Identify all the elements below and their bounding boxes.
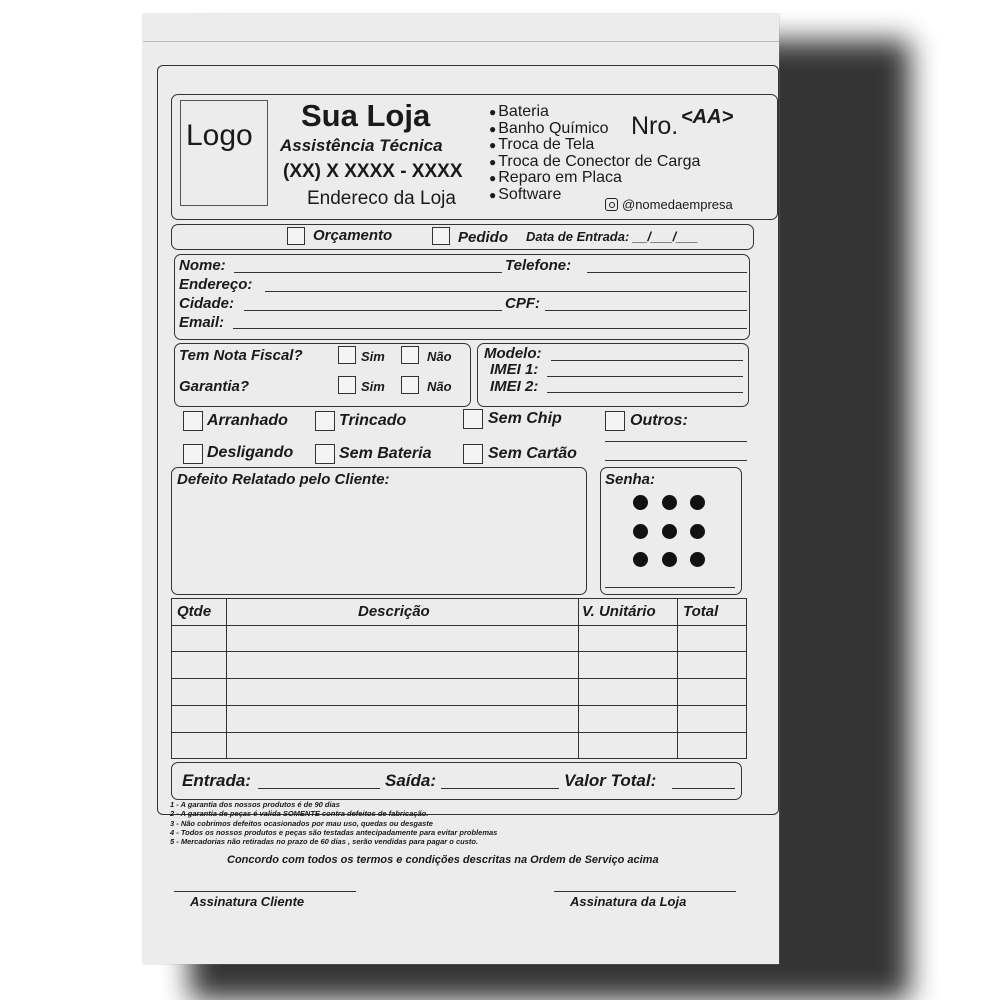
col-header-unit-price: V. Unitário: [582, 603, 656, 620]
entry-label: Entrada:: [182, 771, 251, 790]
pedido-label: Pedido: [458, 229, 509, 246]
total-value-field[interactable]: [672, 788, 735, 789]
service-item: ● Troca de Tela: [489, 137, 700, 154]
cracked-label: Trincado: [339, 412, 407, 429]
items-table: [171, 598, 747, 759]
service-item: ● Banho Químico: [489, 121, 700, 138]
defect-label: Defeito Relatado pelo Cliente:: [177, 471, 390, 488]
col-header-description: Descrição: [358, 603, 430, 620]
table-row[interactable]: [172, 652, 746, 679]
scratched-checkbox[interactable]: [183, 411, 203, 431]
orcamento-label: Orçamento: [313, 227, 393, 244]
no-chip-checkbox[interactable]: [463, 409, 483, 429]
service-item: ● Reparo em Placa: [489, 170, 700, 187]
agreement-text: Concordo com todos os termos e condições descritas na Ordem de Serviço acima: [227, 854, 659, 866]
others-checkbox[interactable]: [605, 411, 625, 431]
address-label: Endereço:: [179, 276, 253, 293]
exit-label: Saída:: [385, 771, 437, 790]
city-label: Cidade:: [179, 295, 235, 312]
password-label: Senha:: [605, 471, 656, 488]
pattern-dot[interactable]: [633, 552, 648, 567]
entry-date-field[interactable]: Data de Entrada: __/___/___: [526, 229, 698, 244]
pad-binding-line: [143, 41, 779, 42]
name-field[interactable]: [234, 272, 502, 273]
term-item: 5 - Mercadorias não retiradas no prazo de 60 dias , serão vendidas para pagar o custo.: [170, 837, 479, 847]
order-number-label: Nro.: [631, 112, 679, 140]
others-field-1[interactable]: [605, 441, 747, 442]
fiscal-yes-label: Sim: [361, 349, 385, 364]
pedido-checkbox[interactable]: [432, 227, 450, 245]
others-field-2[interactable]: [605, 460, 747, 461]
pattern-dot[interactable]: [633, 524, 648, 539]
table-row[interactable]: [172, 625, 746, 652]
col-header-qty: Qtde: [177, 603, 212, 620]
imei2-field[interactable]: [547, 392, 743, 393]
address-field[interactable]: [265, 291, 747, 292]
phone-label: Telefone:: [505, 257, 572, 274]
model-label: Modelo:: [484, 345, 542, 362]
others-label: Outros:: [630, 412, 688, 429]
turning-off-label: Desligando: [207, 444, 294, 461]
total-value-label: Valor Total:: [564, 771, 657, 790]
store-subtitle: Assistência Técnica: [280, 136, 443, 155]
cpf-label: CPF:: [505, 295, 540, 312]
city-field[interactable]: [244, 310, 502, 311]
pattern-dot[interactable]: [690, 552, 705, 567]
fiscal-note-question: Tem Nota Fiscal?: [179, 347, 303, 364]
store-signature-line[interactable]: [554, 891, 736, 892]
table-row[interactable]: [172, 733, 746, 757]
service-item: ● Bateria: [489, 104, 700, 121]
terms-list: [170, 800, 497, 846]
imei2-label: IMEI 2:: [490, 378, 539, 395]
pattern-grid[interactable]: [633, 495, 713, 575]
table-row[interactable]: [172, 679, 746, 706]
email-label: Email:: [179, 314, 225, 331]
store-signature-label: Assinatura da Loja: [570, 894, 687, 909]
term-item: 1 - A garantia dos nossos produtos é de 90 dias: [170, 800, 340, 809]
store-name: Sua Loja: [301, 98, 431, 133]
entry-field[interactable]: [258, 788, 380, 789]
orcamento-checkbox[interactable]: [287, 227, 305, 245]
service-order-sheet: [143, 14, 779, 964]
warranty-no-label: Não: [427, 379, 452, 394]
warranty-yes-checkbox[interactable]: [338, 376, 356, 394]
no-card-label: Sem Cartão: [488, 445, 577, 462]
pattern-dot[interactable]: [662, 552, 677, 567]
order-number-value: <AA>: [681, 106, 734, 128]
no-battery-checkbox[interactable]: [315, 444, 335, 464]
no-chip-label: Sem Chip: [488, 410, 562, 427]
fiscal-no-checkbox[interactable]: [401, 346, 419, 364]
scratched-label: Arranhado: [207, 412, 288, 429]
totals-box: [171, 762, 742, 800]
fiscal-yes-checkbox[interactable]: [338, 346, 356, 364]
phone-field[interactable]: [587, 272, 747, 273]
exit-field[interactable]: [441, 788, 559, 789]
warranty-no-checkbox[interactable]: [401, 376, 419, 394]
instagram-icon: [605, 198, 618, 211]
client-signature-line[interactable]: [174, 891, 356, 892]
imei1-field[interactable]: [547, 376, 743, 377]
term-item: 3 - Não cobrimos defeitos ocasionados por mau uso, quedas ou desgaste: [170, 818, 433, 828]
term-item: 2 - A garantia de peças é valida SOMENTE contra defeitos de fabricação.: [170, 809, 429, 819]
pattern-dot[interactable]: [662, 495, 677, 510]
pattern-dot[interactable]: [690, 524, 705, 539]
warranty-question: Garantia?: [179, 378, 250, 395]
fiscal-no-label: Não: [427, 349, 452, 364]
warranty-yes-label: Sim: [361, 379, 385, 394]
store-address: Endereco da Loja: [307, 188, 456, 209]
no-card-checkbox[interactable]: [463, 444, 483, 464]
service-item: ● Software: [489, 187, 700, 204]
table-row[interactable]: [172, 706, 746, 733]
term-item: 4 - Todos os nossos produtos e peças são testadas antecipadamente para evitar problemas: [170, 827, 498, 837]
store-phone: (XX) X XXXX - XXXX: [283, 161, 463, 182]
instagram-text: @nomedaempresa: [622, 197, 733, 212]
client-signature-label: Assinatura Cliente: [190, 894, 305, 909]
imei1-label: IMEI 1:: [490, 361, 539, 378]
name-label: Nome:: [179, 257, 226, 274]
model-field[interactable]: [551, 360, 743, 361]
table-header-row: [172, 599, 746, 626]
email-field[interactable]: [233, 328, 747, 329]
password-field[interactable]: [605, 587, 735, 588]
instagram-handle: [605, 197, 733, 212]
pattern-dot[interactable]: [662, 524, 677, 539]
pattern-dot[interactable]: [690, 495, 705, 510]
cpf-field[interactable]: [545, 310, 747, 311]
pattern-dot[interactable]: [633, 495, 648, 510]
logo-placeholder: [180, 100, 268, 206]
cracked-checkbox[interactable]: [315, 411, 335, 431]
service-item: ● Troca de Conector de Carga: [489, 154, 700, 171]
no-battery-label: Sem Bateria: [339, 445, 432, 462]
col-header-total: Total: [683, 603, 719, 620]
turning-off-checkbox[interactable]: [183, 444, 203, 464]
logo-text: Logo: [186, 119, 253, 152]
